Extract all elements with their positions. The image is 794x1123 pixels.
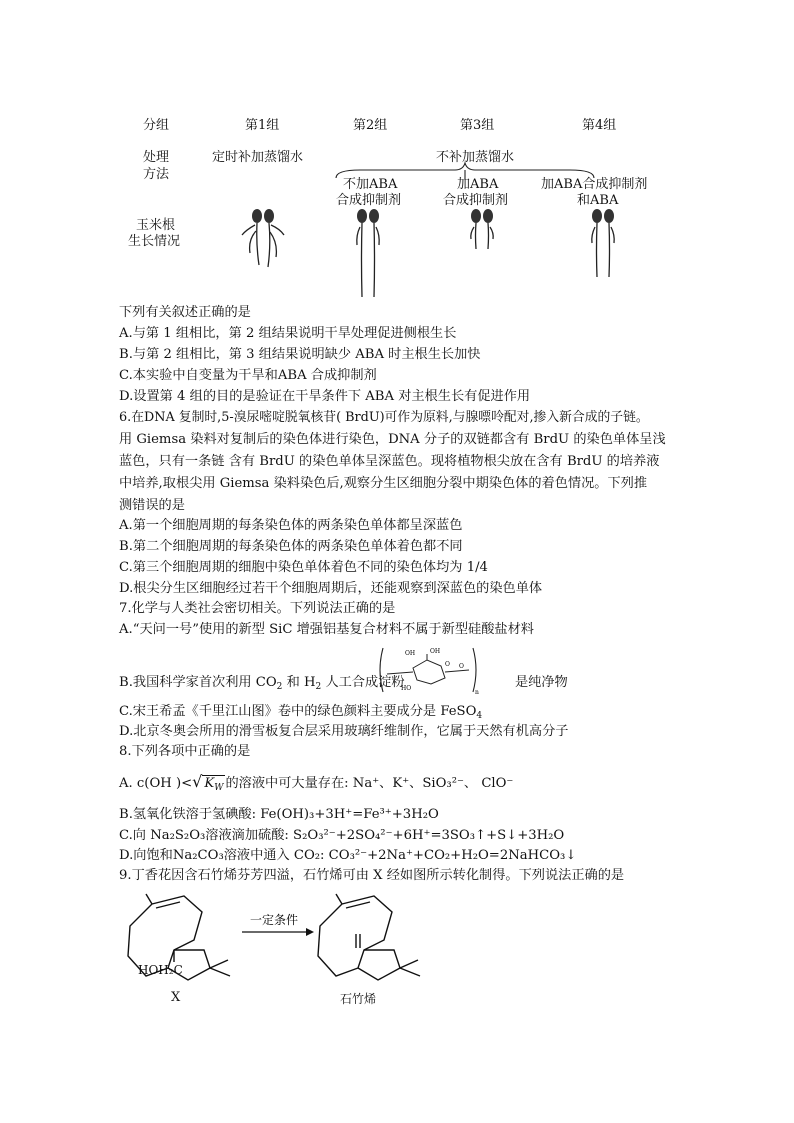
q6-option-a: A.第一个细胞周期的每条染色体的两条染色单体都呈深蓝色 — [119, 518, 463, 533]
q7-option-a: A.“天问一号”使用的新型 SiC 增强铝基复合材料不属于新型硅酸盐材料 — [119, 622, 534, 637]
caryophyllene-label: 石竹烯 — [340, 992, 377, 1006]
q6-option-c: C.第三个细胞周期的细胞中染色单体着色不同的染色体均为 1/4 — [119, 560, 488, 575]
q6-text-line-1: 6.在DNA 复制时,5-溴尿嘧啶脱氧核苷( BrdU)可作为原料,与腺嘌呤配对,掺入新合成的子链。 — [119, 410, 649, 425]
group-2-label: 第2组 — [353, 118, 388, 133]
x-substituent-label: HOH₂C — [138, 963, 183, 977]
q8-option-d: D.向饱和Na₂CO₃溶液中通入 CO₂: CO₃²⁻+2Na⁺+CO₂+H₂O=2NaHCO₃↓ — [119, 848, 577, 863]
q8-option-b: B.氢氧化铁溶于氢碘酸: Fe(OH)₃+3H⁺=Fe³⁺+3H₂O — [119, 807, 439, 822]
group-1-label: 第1组 — [245, 118, 280, 133]
group-2-subtreatment-1: 不加ABA — [343, 177, 398, 192]
q7-option-b: B.我国科学家首次利用 $CO_2$ 和 $H_2$ 人工合成淀粉 是纯净物 — [119, 675, 568, 692]
group-3-subtreatment-1: 加ABA — [457, 177, 499, 192]
treatment-row-label-1: 处理 — [143, 150, 170, 165]
group-3-subtreatment-2: 合成抑制剂 — [443, 193, 509, 208]
reaction-condition-label: 一定条件 — [250, 913, 299, 927]
q6-text-line-4: 中培养,取根尖用 Giemsa 染料染色后,观察分生区细胞分裂中期染色体的着色情况。下列推 — [119, 476, 648, 491]
q7-stem: 7.化学与人类社会密切相关。下列说法正确的是 — [119, 601, 396, 616]
q5-option-b: B.与第 2 组相比，第 3 组结果说明缺少 ABA 时主根生长加快 — [119, 347, 481, 362]
q7-option-d: D.北京冬奥会所用的滑雪板复合层采用玻璃纤维制作，它属于天然有机高分子 — [119, 724, 569, 739]
q7-b-mid2: 人工合成淀粉 — [325, 675, 405, 690]
starch-label-oh-2: OH — [430, 648, 441, 655]
header-group-label: 分组 — [143, 118, 170, 133]
starch-label-o-1: O — [445, 661, 450, 668]
q8-option-c: C.向 Na₂S₂O₃溶液滴加硫酸: S₂O₃²⁻+2SO₄²⁻+6H⁺=3SO₃↑+S↓+3H₂O — [119, 828, 565, 843]
q7-option-c: C.宋王希孟《千里江山图》卷中的绿色颜料主要成分是 FeSO$_4$ — [119, 704, 483, 721]
growth-row-label-1: 玉米根 — [136, 218, 176, 233]
q5-option-c: C.本实验中自变量为干旱和ABA 合成抑制剂 — [119, 368, 377, 383]
starch-label-ho: HO — [401, 685, 412, 692]
q7-b-prefix: B.我国科学家首次利用 CO — [119, 675, 277, 690]
seedling-group-4-image — [583, 205, 623, 280]
group-3-label: 第3组 — [460, 118, 495, 133]
q5-stem: 下列有关叙述正确的是 — [119, 305, 251, 320]
seedling-group-1-image — [238, 205, 288, 275]
starch-label-n: n — [475, 689, 479, 696]
q5-option-d: D.设置第 4 组的目的是验证在干旱条件下 ABA 对主根生长有促进作用 — [119, 389, 531, 404]
treatment-row-label-2: 方法 — [143, 167, 170, 182]
q7-b-suffix: 是纯净物 — [514, 675, 568, 690]
group-2-subtreatment-2: 合成抑制剂 — [336, 193, 402, 208]
q5-option-a: A.与第 1 组相比，第 2 组结果说明干旱处理促进侧根生长 — [119, 326, 457, 341]
group-234-treatment: 不补加蒸馏水 — [436, 150, 515, 165]
seedling-group-3-image — [462, 205, 502, 255]
starch-label-o-2: O — [459, 663, 464, 670]
q6-text-line-5: 测错误的是 — [119, 498, 185, 513]
q9-stem: 9.丁香花因含石竹烯芬芳四溢，石竹烯可由 X 经如图所示转化制得。下列说法正确的是 — [119, 868, 625, 883]
q6-option-b: B.第二个细胞周期的每条染色体的两条染色单体着色都不同 — [119, 539, 463, 554]
x-compound-label: X — [171, 990, 181, 1005]
q8-stem: 8.下列各项中正确的是 — [119, 744, 251, 759]
q6-text-line-3: 蓝色，只有一条链 含有 BrdU 的染色单体呈深蓝色。现将植物根尖放在含有 BrdU 的培养液 — [119, 454, 660, 469]
growth-row-label-2: 生长情况 — [128, 234, 181, 249]
starch-label-oh-1: OH — [405, 650, 416, 657]
q8-option-a: A. c(OH )<√ $K_W$ 的溶液中可大量存在: Na⁺、K⁺、SiO₃²⁻、 ClO⁻ — [119, 772, 514, 793]
starch-structure-image — [375, 644, 481, 696]
q6-text-line-2: 用 Giemsa 染料对复制后的染色体进行染色，DNA 分子的双链都含有 BrdU 的染色单体呈浅 — [119, 432, 666, 447]
group-1-treatment: 定时补加蒸馏水 — [212, 150, 304, 165]
group-4-subtreatment-2: 和ABA — [577, 193, 619, 208]
group-4-label: 第4组 — [582, 118, 617, 133]
q7-b-mid1: 和 H — [286, 675, 316, 690]
sqrt-symbol: √ — [192, 772, 203, 791]
group-4-subtreatment-1: 加ABA合成抑制剂 — [541, 177, 648, 192]
q6-option-d: D.根尖分生区细胞经过若干个细胞周期后，还能观察到深蓝色的染色单体 — [119, 581, 543, 596]
seedling-group-2-image — [348, 205, 388, 300]
